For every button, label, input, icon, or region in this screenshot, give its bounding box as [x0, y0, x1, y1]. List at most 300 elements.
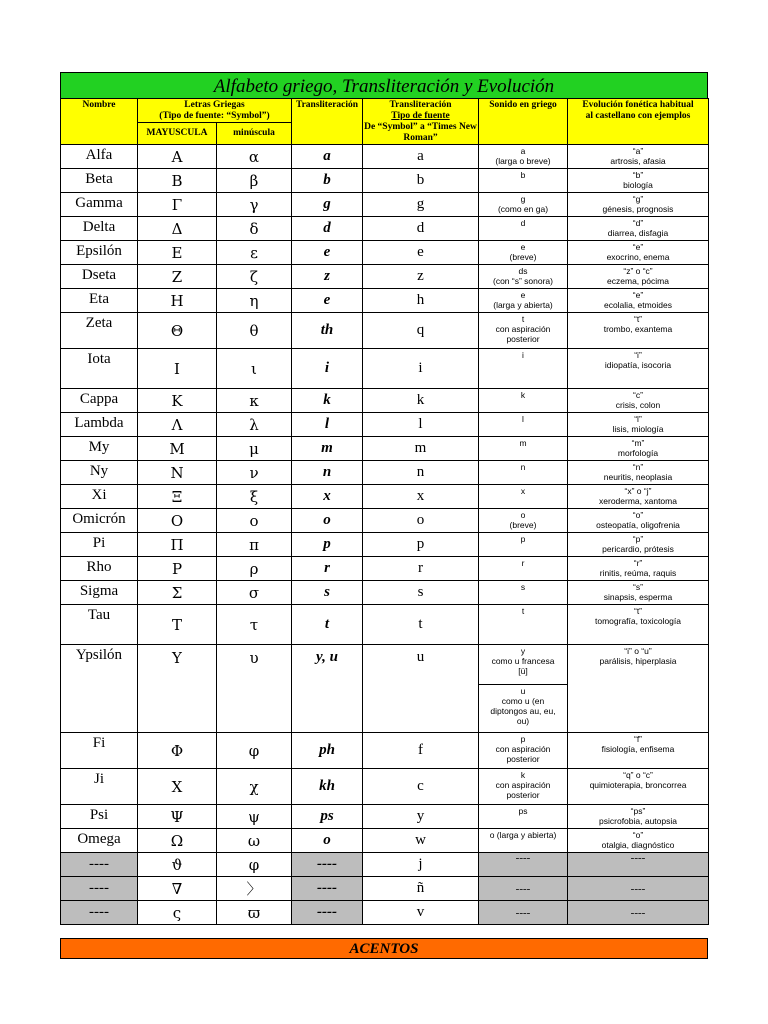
letter-name: Iota — [61, 349, 138, 389]
transliteration: e — [292, 241, 363, 265]
header-sonido — [479, 99, 568, 145]
roman-font-letter: b — [363, 169, 479, 193]
greek-sound — [479, 557, 568, 581]
table-row — [61, 289, 709, 313]
header-evolucion — [568, 99, 709, 145]
letter-name: My — [61, 437, 138, 461]
evolution — [568, 805, 709, 829]
greek-sound — [479, 581, 568, 605]
roman-font-letter: d — [363, 217, 479, 241]
evolution — [568, 313, 709, 349]
greek-sound-line: k — [520, 390, 526, 400]
transliteration: ---- — [292, 877, 363, 901]
letter-name: Rho — [61, 557, 138, 581]
roman-font-letter: x — [363, 485, 479, 509]
evolution — [568, 485, 709, 509]
greek-sound — [479, 805, 568, 829]
roman-font-letter: n — [363, 461, 479, 485]
greek-sound-line: [ü] — [518, 666, 528, 676]
lowercase-letter: β — [217, 169, 292, 193]
letter-name: ---- — [61, 901, 138, 925]
table-row — [61, 145, 709, 169]
uppercase-letter: Φ — [138, 733, 217, 769]
table-row — [61, 805, 709, 829]
lowercase-letter: ζ — [217, 265, 292, 289]
evolution-line: “l” — [634, 414, 642, 424]
greek-sound-line: u — [520, 686, 526, 696]
evolution — [568, 193, 709, 217]
evolution — [568, 169, 709, 193]
evolution — [568, 605, 709, 645]
evolution-line: biología — [623, 180, 653, 190]
lowercase-letter: η — [217, 289, 292, 313]
header-nombre — [61, 99, 138, 145]
greek-sound-line: o (larga y abierta) — [489, 830, 557, 840]
evolution — [568, 581, 709, 605]
letter-name: Ny — [61, 461, 138, 485]
greek-sound-line: t — [521, 606, 525, 616]
greek-sound — [479, 169, 568, 193]
uppercase-letter: Ψ — [138, 805, 217, 829]
evolution-line: parálisis, hiperplasia — [599, 656, 677, 666]
table-row — [61, 557, 709, 581]
evolution — [568, 461, 709, 485]
roman-font-letter: ñ — [363, 877, 479, 901]
table-row — [61, 313, 709, 349]
evolution-line: xeroderma, xantoma — [599, 496, 677, 506]
uppercase-letter: Ο — [138, 509, 217, 533]
lowercase-letter: θ — [217, 313, 292, 349]
evolution — [568, 437, 709, 461]
evolution-line: otalgia, diagnóstico — [601, 840, 675, 850]
transliteration: t — [292, 605, 363, 645]
letter-name: Ji — [61, 769, 138, 805]
uppercase-letter: Χ — [138, 769, 217, 805]
evolution-line: quimioterapia, broncorrea — [589, 780, 687, 790]
greek-sound — [479, 733, 568, 769]
greek-sound — [479, 769, 568, 805]
evolution-line: “s” — [633, 582, 643, 592]
evolution-line: rinitis, reúma, raquis — [599, 568, 677, 578]
greek-sound-line: s — [520, 582, 526, 592]
greek-sound-line: (larga o breve) — [495, 156, 551, 166]
header-nombre-text: Nombre — [82, 100, 116, 110]
transliteration: o — [292, 829, 363, 853]
letter-name: Zeta — [61, 313, 138, 349]
greek-sound — [479, 533, 568, 557]
transliteration: kh — [292, 769, 363, 805]
evolution-line: psicrofobia, autopsia — [599, 816, 677, 826]
uppercase-letter: Υ — [138, 645, 217, 733]
evolution — [568, 533, 709, 557]
evolution-line: lisis, miología — [612, 424, 664, 434]
uppercase-letter: Ε — [138, 241, 217, 265]
uppercase-letter: ϑ — [138, 853, 217, 877]
roman-font-letter: z — [363, 265, 479, 289]
lowercase-letter: μ — [217, 437, 292, 461]
greek-sound-line: ou) — [516, 716, 530, 726]
table-row — [61, 413, 709, 437]
roman-font-letter: w — [363, 829, 479, 853]
acentos-banner: ACENTOS — [60, 938, 708, 959]
uppercase-letter: Σ — [138, 581, 217, 605]
letter-name: ---- — [61, 853, 138, 877]
greek-sound-line: g — [520, 194, 526, 204]
roman-font-letter: v — [363, 901, 479, 925]
evolution-line: “g” — [632, 194, 644, 204]
greek-sound-line: (como en ga) — [497, 204, 549, 214]
greek-sound-line: i — [522, 350, 524, 360]
letter-name: Dseta — [61, 265, 138, 289]
uppercase-letter: ∇ — [138, 877, 217, 901]
lowercase-letter: ξ — [217, 485, 292, 509]
transliteration: g — [292, 193, 363, 217]
letter-name: Delta — [61, 217, 138, 241]
letter-name: Cappa — [61, 389, 138, 413]
header-mayuscula: MAYUSCULA — [138, 123, 217, 145]
roman-font-letter: l — [363, 413, 479, 437]
greek-sound-line: y — [520, 646, 526, 656]
greek-sound: ---- — [479, 877, 568, 901]
evolution-line: idiopatía, isocoria — [604, 360, 672, 370]
letter-name: Xi — [61, 485, 138, 509]
uppercase-letter: Π — [138, 533, 217, 557]
greek-sound-line: e — [520, 242, 526, 252]
evolution — [568, 389, 709, 413]
greek-sound-line: posterior — [506, 334, 540, 344]
evolution — [568, 509, 709, 533]
roman-font-letter: g — [363, 193, 479, 217]
table-row — [61, 769, 709, 805]
evolution-line: “o” — [632, 510, 644, 520]
uppercase-letter: Μ — [138, 437, 217, 461]
evolution-line: osteopatía, oligofrenia — [596, 520, 680, 530]
greek-sound — [479, 685, 568, 733]
evolution — [568, 145, 709, 169]
transliteration: e — [292, 289, 363, 313]
lowercase-letter: ω — [217, 829, 292, 853]
page-title: Alfabeto griego, Transliteración y Evolución — [60, 72, 708, 98]
evolution-line: “f” — [633, 734, 643, 744]
transliteration: ph — [292, 733, 363, 769]
uppercase-letter: Ρ — [138, 557, 217, 581]
evolution — [568, 733, 709, 769]
lowercase-letter: τ — [217, 605, 292, 645]
transliteration: z — [292, 265, 363, 289]
table-row — [61, 389, 709, 413]
uppercase-letter: Λ — [138, 413, 217, 437]
greek-sound-line: con aspiración — [495, 324, 551, 334]
transliteration: p — [292, 533, 363, 557]
evolution-line: “z” o “c” — [623, 266, 653, 276]
greek-sound-line: b — [520, 170, 526, 180]
greek-sound-line: m — [519, 438, 527, 448]
transliteration: k — [292, 389, 363, 413]
evolution-line: exocrino, enema — [606, 252, 670, 262]
greek-sound-line: posterior — [506, 790, 540, 800]
evolution-line: “t” — [633, 314, 643, 324]
greek-sound-line: diptongos au, eu, — [490, 706, 556, 716]
greek-sound-line: p — [520, 534, 526, 544]
evolution — [568, 289, 709, 313]
evolution-line: tomografía, toxicología — [595, 616, 681, 626]
greek-sound-line: x — [520, 486, 526, 496]
letter-name: Psi — [61, 805, 138, 829]
transliteration: ---- — [292, 901, 363, 925]
lowercase-letter: 〉 — [217, 877, 292, 901]
table-row — [61, 533, 709, 557]
greek-sound — [479, 289, 568, 313]
transliteration: a — [292, 145, 363, 169]
header-tipo-line2: Tipo de fuente — [391, 111, 450, 121]
greek-sound-line: ps — [518, 806, 528, 816]
table-row-extra — [61, 877, 709, 901]
uppercase-letter: ς — [138, 901, 217, 925]
letter-name: Eta — [61, 289, 138, 313]
alphabet-table — [60, 98, 709, 925]
letter-name: Omicrón — [61, 509, 138, 533]
greek-sound — [479, 605, 568, 645]
greek-sound — [479, 829, 568, 853]
roman-font-letter: p — [363, 533, 479, 557]
greek-sound-line: como u francesa — [491, 656, 555, 666]
transliteration: m — [292, 437, 363, 461]
evolution: ---- — [568, 853, 709, 877]
evolution-line: “m” — [631, 438, 645, 448]
letter-name: Omega — [61, 829, 138, 853]
lowercase-letter: λ — [217, 413, 292, 437]
roman-font-letter: i — [363, 349, 479, 389]
roman-font-letter: c — [363, 769, 479, 805]
evolution-line: sinapsis, esperma — [603, 592, 673, 602]
roman-font-letter: a — [363, 145, 479, 169]
greek-sound-line: con aspiración — [495, 744, 551, 754]
transliteration: ps — [292, 805, 363, 829]
letter-name: ---- — [61, 877, 138, 901]
roman-font-letter: y — [363, 805, 479, 829]
lowercase-letter: ι — [217, 349, 292, 389]
lowercase-letter: ρ — [217, 557, 292, 581]
evolution-line: “i” — [634, 350, 642, 360]
greek-sound-line: ds — [518, 266, 528, 276]
table-row — [61, 169, 709, 193]
uppercase-letter: Τ — [138, 605, 217, 645]
transliteration: l — [292, 413, 363, 437]
greek-sound: ---- — [479, 853, 568, 877]
evolution-line: génesis, prognosis — [602, 204, 674, 214]
uppercase-letter: Ξ — [138, 485, 217, 509]
letter-name: Alfa — [61, 145, 138, 169]
roman-font-letter: h — [363, 289, 479, 313]
lowercase-letter: δ — [217, 217, 292, 241]
evolution — [568, 557, 709, 581]
transliteration: y, u — [292, 645, 363, 733]
evolution-line: “a” — [632, 146, 644, 156]
lowercase-letter: φ — [217, 853, 292, 877]
greek-sound-line: n — [520, 462, 526, 472]
table-row — [61, 581, 709, 605]
table-row — [61, 217, 709, 241]
evolution: ---- — [568, 877, 709, 901]
lowercase-letter: γ — [217, 193, 292, 217]
evolution-line: “o” — [632, 830, 644, 840]
header-transliteracion — [292, 99, 363, 145]
evolution: ---- — [568, 901, 709, 925]
evolution-line: pericardio, prótesis — [602, 544, 674, 554]
greek-sound — [479, 437, 568, 461]
evolution — [568, 829, 709, 853]
evolution-line: “ps” — [630, 806, 646, 816]
greek-sound-line: o — [520, 510, 526, 520]
greek-sound — [479, 265, 568, 289]
evolution — [568, 265, 709, 289]
table-row — [61, 461, 709, 485]
evolution-line: “d” — [632, 218, 644, 228]
lowercase-letter: α — [217, 145, 292, 169]
uppercase-letter: Θ — [138, 313, 217, 349]
lowercase-letter: ο — [217, 509, 292, 533]
uppercase-letter: Δ — [138, 217, 217, 241]
greek-sound-line: k — [520, 770, 526, 780]
letter-name: Ypsilón — [61, 645, 138, 733]
greek-sound-line: como u (en — [501, 696, 545, 706]
lowercase-letter: ν — [217, 461, 292, 485]
transliteration: ---- — [292, 853, 363, 877]
lowercase-letter: φ — [217, 733, 292, 769]
table-row — [61, 193, 709, 217]
table-row — [61, 829, 709, 853]
letter-name: Fi — [61, 733, 138, 769]
greek-sound-line: e — [520, 290, 526, 300]
evolution — [568, 645, 709, 733]
greek-sound-line: t — [521, 314, 525, 324]
greek-sound-line: (con “s” sonora) — [493, 276, 553, 286]
greek-sound — [479, 509, 568, 533]
greek-sound-line: (breve) — [509, 520, 537, 530]
letter-name: Tau — [61, 605, 138, 645]
table-row — [61, 265, 709, 289]
evolution-line: “n” — [632, 462, 644, 472]
transliteration: th — [292, 313, 363, 349]
roman-font-letter: m — [363, 437, 479, 461]
evolution-line: “e” — [632, 242, 644, 252]
evolution-line: fisiología, enfisema — [601, 744, 675, 754]
header-evolucion-line1: Evolución fonética habitual — [582, 100, 694, 110]
greek-sound-line: l — [522, 414, 524, 424]
letter-name: Epsilón — [61, 241, 138, 265]
transliteration: d — [292, 217, 363, 241]
table-row-extra — [61, 901, 709, 925]
lowercase-letter: π — [217, 533, 292, 557]
lowercase-letter: χ — [217, 769, 292, 805]
lowercase-letter: ε — [217, 241, 292, 265]
evolution-line: “i” o “u” — [624, 646, 652, 656]
header-tipo-line1: Transliteración — [389, 100, 452, 110]
uppercase-letter: Ν — [138, 461, 217, 485]
evolution-line: ecolalia, etmoides — [603, 300, 673, 310]
evolution — [568, 349, 709, 389]
table-row-extra — [61, 853, 709, 877]
evolution-line: crisis, colon — [615, 400, 661, 410]
evolution-line: eczema, pócima — [607, 276, 669, 286]
greek-sound — [479, 241, 568, 265]
roman-font-letter: t — [363, 605, 479, 645]
greek-sound — [479, 461, 568, 485]
letter-name: Beta — [61, 169, 138, 193]
evolution-line: “p” — [632, 534, 644, 544]
transliteration: o — [292, 509, 363, 533]
uppercase-letter: Γ — [138, 193, 217, 217]
table-row — [61, 509, 709, 533]
roman-font-letter: o — [363, 509, 479, 533]
table-row — [61, 605, 709, 645]
greek-sound — [479, 645, 568, 685]
evolution — [568, 769, 709, 805]
greek-sound-line: p — [520, 734, 526, 744]
greek-sound-line: (breve) — [509, 252, 537, 262]
header-letras — [138, 99, 292, 123]
greek-sound — [479, 389, 568, 413]
uppercase-letter: Ι — [138, 349, 217, 389]
transliteration: s — [292, 581, 363, 605]
transliteration: n — [292, 461, 363, 485]
lowercase-letter: ϖ — [217, 901, 292, 925]
roman-font-letter: r — [363, 557, 479, 581]
roman-font-letter: s — [363, 581, 479, 605]
letter-name: Pi — [61, 533, 138, 557]
uppercase-letter: Α — [138, 145, 217, 169]
greek-sound — [479, 413, 568, 437]
greek-sound-line: posterior — [506, 754, 540, 764]
letter-name: Lambda — [61, 413, 138, 437]
roman-font-letter: f — [363, 733, 479, 769]
evolution-line: “r” — [633, 558, 643, 568]
roman-font-letter: k — [363, 389, 479, 413]
greek-sound-line: con aspiración — [495, 780, 551, 790]
header-tipo-fuente — [363, 99, 479, 145]
lowercase-letter: κ — [217, 389, 292, 413]
evolution-line: trombo, exantema — [603, 324, 673, 334]
evolution — [568, 241, 709, 265]
evolution — [568, 217, 709, 241]
uppercase-letter: Η — [138, 289, 217, 313]
greek-sound-line: a — [520, 146, 526, 156]
letter-name: Sigma — [61, 581, 138, 605]
header-letras-line1: Letras Griegas — [184, 100, 245, 110]
greek-sound: ---- — [479, 901, 568, 925]
transliteration: r — [292, 557, 363, 581]
uppercase-letter: Κ — [138, 389, 217, 413]
evolution-line: “c” — [633, 390, 643, 400]
header-tipo-line3: De “Symbol” a “Times New Roman” — [364, 122, 477, 143]
greek-sound-line: r — [521, 558, 525, 568]
evolution-line: morfología — [617, 448, 659, 458]
greek-sound — [479, 217, 568, 241]
greek-sound — [479, 349, 568, 389]
evolution-line: “x” o “j” — [624, 486, 652, 496]
uppercase-letter: Ζ — [138, 265, 217, 289]
greek-sound — [479, 145, 568, 169]
table-row — [61, 349, 709, 389]
letter-name: Gamma — [61, 193, 138, 217]
transliteration: i — [292, 349, 363, 389]
evolution — [568, 413, 709, 437]
roman-font-letter: j — [363, 853, 479, 877]
evolution-line: “t” — [633, 606, 643, 616]
table-row — [61, 241, 709, 265]
roman-font-letter: u — [363, 645, 479, 733]
uppercase-letter: Β — [138, 169, 217, 193]
